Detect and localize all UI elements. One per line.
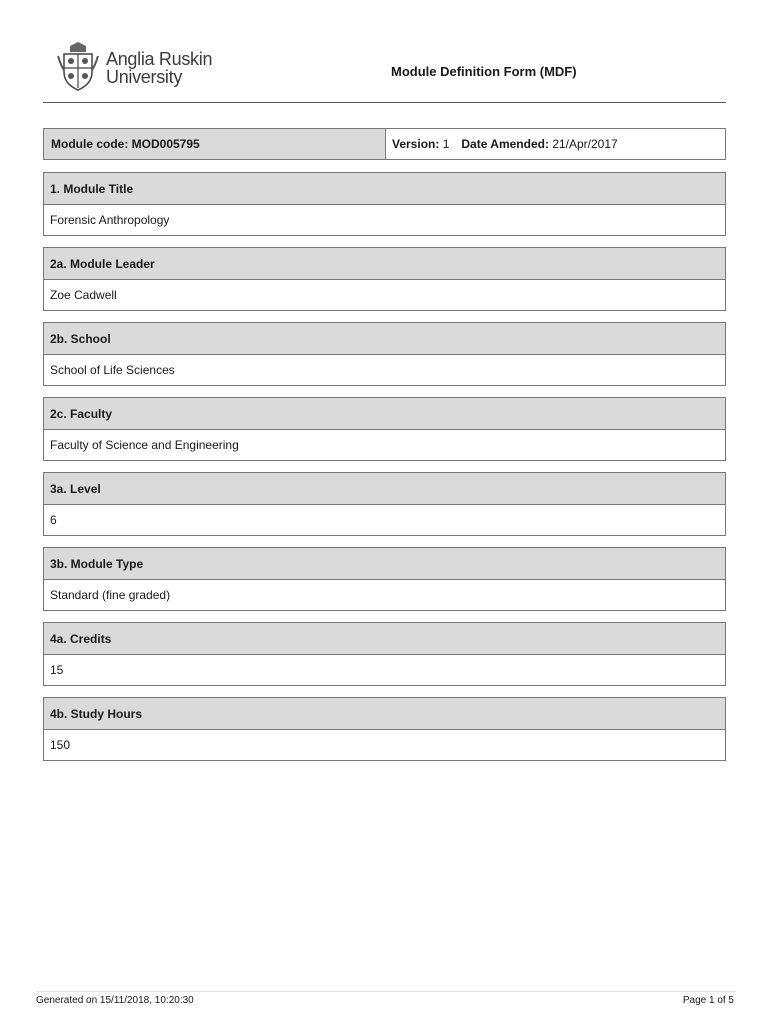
section-title: 1. Module Title (44, 173, 725, 205)
document-title: Module Definition Form (MDF) (391, 64, 577, 79)
section-school (43, 322, 726, 386)
footer-divider (36, 991, 736, 992)
section-credits (43, 622, 726, 686)
section-value: School of Life Sciences (50, 363, 175, 377)
section-title: 3b. Module Type (44, 548, 725, 580)
section-level (43, 472, 726, 536)
version-date-cell (386, 129, 725, 159)
section-title: 2c. Faculty (44, 398, 725, 430)
section-module-title (43, 172, 726, 236)
crest-icon (56, 40, 100, 92)
section-title: 4b. Study Hours (44, 698, 725, 730)
module-code: Module code: MOD005795 (44, 129, 386, 159)
version-label: Version: (392, 137, 440, 151)
module-info-row (43, 128, 726, 160)
header-divider (43, 102, 726, 103)
generated-timestamp: Generated on 15/11/2018, 10:20:30 (36, 995, 194, 1006)
page-header (43, 34, 726, 104)
logo-line-1: Anglia Ruskin (106, 49, 213, 69)
logo-line-2: University (106, 67, 183, 87)
date-amended-value: 21/Apr/2017 (552, 137, 618, 151)
version-value: 1 (442, 137, 450, 151)
section-value: Forensic Anthropology (50, 213, 170, 227)
section-module-type (43, 547, 726, 611)
section-title: 3a. Level (44, 473, 725, 505)
section-value: 15 (50, 663, 64, 677)
section-module-leader (43, 247, 726, 311)
page-number: Page 1 of 5 (682, 995, 734, 1006)
section-value: Zoe Cadwell (50, 288, 117, 302)
section-title: 2a. Module Leader (44, 248, 725, 280)
section-title: 4a. Credits (44, 623, 725, 655)
university-logo (56, 40, 236, 92)
section-value: 6 (50, 513, 57, 527)
logo-wordmark (106, 50, 212, 86)
section-value: Standard (fine graded) (50, 588, 171, 602)
date-amended-label: Date Amended: (461, 137, 549, 151)
section-value: Faculty of Science and Engineering (50, 438, 239, 452)
section-faculty (43, 397, 726, 461)
section-title: 2b. School (44, 323, 725, 355)
section-study-hours (43, 697, 726, 761)
section-value: 150 (50, 738, 71, 752)
